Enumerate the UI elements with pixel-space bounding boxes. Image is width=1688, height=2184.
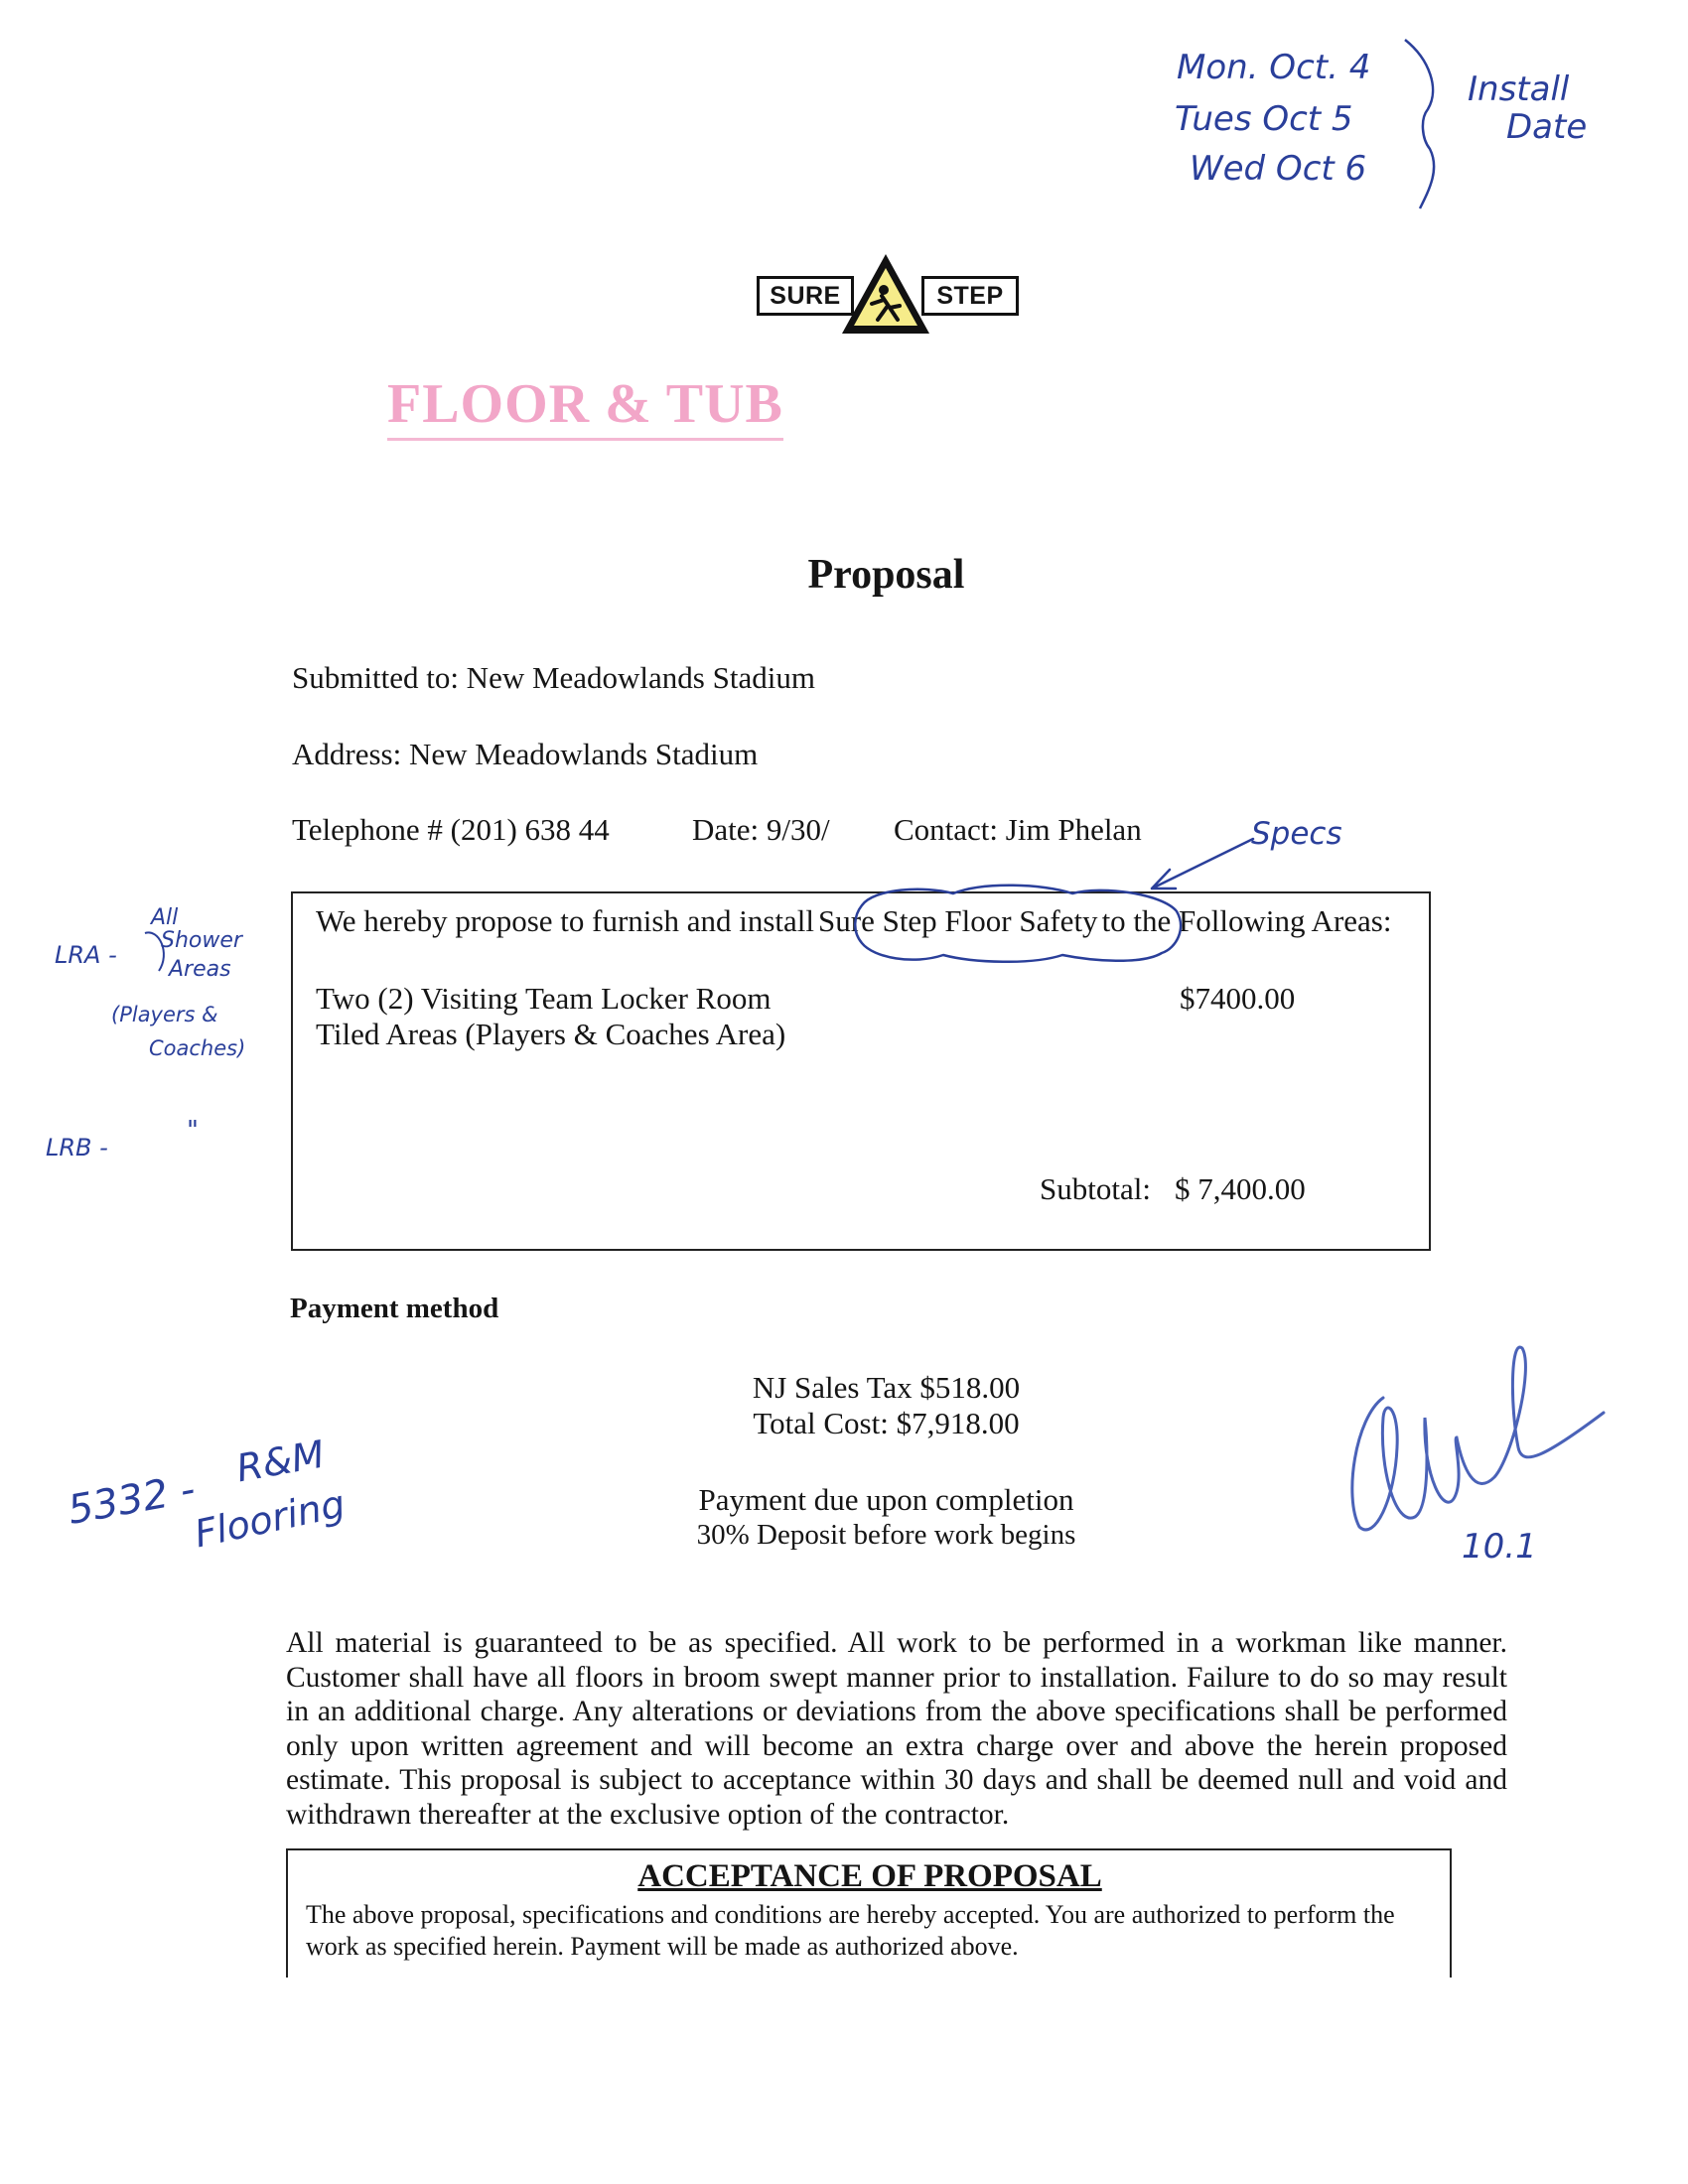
handwritten-install-date: Tues Oct 5 (1175, 99, 1353, 139)
logo-left-word: SURE (757, 276, 854, 316)
handwritten-area-note: Areas (169, 957, 231, 982)
handwritten-signature-date: 10.1 (1462, 1527, 1537, 1567)
handwritten-install-date: Mon. Oct. 4 (1177, 48, 1371, 87)
handwritten-lrb-note: LRB - (46, 1134, 108, 1161)
handwritten-account-label: R&M (232, 1432, 328, 1491)
handwritten-area-note: All (151, 905, 179, 930)
acceptance-title: ACCEPTANCE OF PROPOSAL (637, 1858, 1102, 1894)
sales-tax: NJ Sales Tax $518.00 (752, 1370, 1021, 1405)
logo-right-word: STEP (921, 276, 1019, 316)
total-cost: Total Cost: $7,918.00 (753, 1406, 1020, 1440)
product-name: Sure Step Floor Safety (818, 903, 1098, 938)
payment-due: Payment due upon completion (698, 1482, 1074, 1517)
install-date-brace (1405, 40, 1434, 208)
scope-intro-before: We hereby propose to furnish and install (316, 903, 814, 938)
handwritten-account-code: 5332 - (64, 1466, 199, 1534)
scope-item-price: $7400.00 (1180, 981, 1296, 1016)
telephone: Telephone # (201) 638 44 (292, 812, 610, 847)
handwritten-specs-note: Specs (1251, 816, 1342, 852)
handwritten-area-note: Coaches) (149, 1036, 246, 1060)
address: Address: New Meadowlands Stadium (292, 737, 759, 771)
deposit-terms: 30% Deposit before work begins (696, 1519, 1076, 1551)
scope-intro-after: to the Following Areas: (1101, 903, 1392, 938)
handwritten-area-note: Shower (161, 928, 242, 953)
handwritten-install-label: Install (1468, 69, 1570, 109)
contact: Contact: Jim Phelan (894, 812, 1142, 847)
handwritten-install-label: Date (1506, 107, 1588, 147)
acceptance-text: The above proposal, specifications and conditions are hereby accepted. You are authorized to perform the work as specified herein. Payment will be made as authorized above. (306, 1900, 1395, 1961)
document-title: Proposal (807, 552, 965, 598)
submitted-to: Submitted to: New Meadowlands Stadium (292, 660, 815, 695)
lra-bracket (145, 932, 164, 971)
terms-paragraph: All material is guaranteed to be as specified. All work to be performed in a workman like manner. Customer shall have all floors in broom swept manner prior to installation. Failure to do so may result in an additional charge. Any alterations or deviations from the above specifications shall be performed only upon written agreement and will become an extra charge over and above the herein proposed estimate. This proposal is subject to acceptance within 30 days and shall be deemed null and void and withdrawn thereafter at the exclusive option of the contractor. (286, 1627, 1507, 1831)
proposal-date: Date: 9/30/ (692, 812, 830, 847)
scope-item-line: Two (2) Visiting Team Locker Room (316, 981, 772, 1016)
subtotal-label: Subtotal: (1040, 1171, 1151, 1206)
specs-arrow (1152, 839, 1253, 888)
payment-method-heading: Payment method (290, 1293, 499, 1324)
company-name: FLOOR & TUB (387, 372, 783, 441)
handwritten-lra-note: LRA - (55, 941, 117, 969)
handwritten-area-note: (Players & (111, 1003, 218, 1026)
handwritten-install-date: Wed Oct 6 (1190, 149, 1367, 189)
handwritten-account-label: Flooring (191, 1481, 350, 1557)
handwritten-ditto-mark: " (187, 1116, 199, 1146)
scope-item-line: Tiled Areas (Players & Coaches Area) (316, 1017, 786, 1051)
subtotal-value: $ 7,400.00 (1175, 1171, 1306, 1206)
product-cloud-outline (855, 886, 1181, 962)
